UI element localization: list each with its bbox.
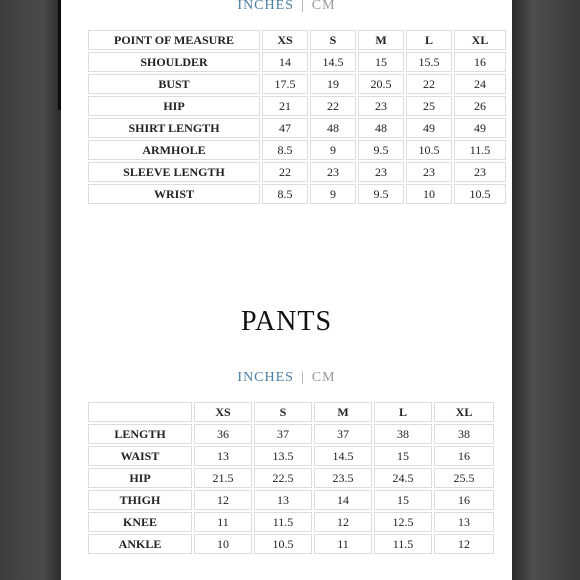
header-cell xyxy=(88,402,192,422)
table-cell: 20.5 xyxy=(358,74,404,94)
table-cell: 9.5 xyxy=(358,184,404,204)
table-cell: 49 xyxy=(406,118,452,138)
table-cell: 36 xyxy=(194,424,252,444)
row-label: THIGH xyxy=(88,490,192,510)
header-cell: XS xyxy=(262,30,308,50)
row-label: LENGTH xyxy=(88,424,192,444)
header-cell: S xyxy=(310,30,356,50)
header-cell: L xyxy=(406,30,452,50)
header-cell: XL xyxy=(454,30,506,50)
table-cell: 17.5 xyxy=(262,74,308,94)
table-cell: 16 xyxy=(454,52,506,72)
table-row xyxy=(88,534,494,554)
table-cell: 48 xyxy=(358,118,404,138)
header-cell: M xyxy=(358,30,404,50)
header-cell: POINT OF MEASURE xyxy=(88,30,260,50)
row-label: BUST xyxy=(88,74,260,94)
row-label: HIP xyxy=(88,96,260,116)
shirt-size-table xyxy=(86,28,508,206)
table-cell: 21 xyxy=(262,96,308,116)
table-cell: 11.5 xyxy=(374,534,432,554)
table-cell: 13 xyxy=(434,512,494,532)
table-row xyxy=(88,512,494,532)
row-label: WAIST xyxy=(88,446,192,466)
device-frame-right xyxy=(512,0,580,580)
shirt-unit-toggle xyxy=(61,0,512,14)
table-cell: 12 xyxy=(434,534,494,554)
table-cell: 12 xyxy=(314,512,372,532)
table-cell: 38 xyxy=(374,424,432,444)
table-cell: 24.5 xyxy=(374,468,432,488)
row-label: SLEEVE LENGTH xyxy=(88,162,260,182)
row-label: KNEE xyxy=(88,512,192,532)
unit-separator: | xyxy=(300,370,305,385)
table-cell: 14.5 xyxy=(310,52,356,72)
table-cell: 12.5 xyxy=(374,512,432,532)
table-row xyxy=(88,96,506,116)
table-cell: 15.5 xyxy=(406,52,452,72)
row-label: WRIST xyxy=(88,184,260,204)
table-cell: 14 xyxy=(314,490,372,510)
table-cell: 23.5 xyxy=(314,468,372,488)
table-cell: 13.5 xyxy=(254,446,312,466)
table-row xyxy=(88,52,506,72)
table-row xyxy=(88,468,494,488)
table-cell: 21.5 xyxy=(194,468,252,488)
table-cell: 23 xyxy=(358,96,404,116)
table-cell: 23 xyxy=(358,162,404,182)
table-cell: 26 xyxy=(454,96,506,116)
table-cell: 49 xyxy=(454,118,506,138)
table-cell: 22 xyxy=(262,162,308,182)
table-cell: 14.5 xyxy=(314,446,372,466)
table-cell: 16 xyxy=(434,446,494,466)
device-frame-left xyxy=(0,0,61,580)
table-cell: 37 xyxy=(254,424,312,444)
header-cell: XL xyxy=(434,402,494,422)
table-cell: 10 xyxy=(406,184,452,204)
table-cell: 11 xyxy=(314,534,372,554)
inches-toggle[interactable]: INCHES xyxy=(237,370,294,385)
table-cell: 23 xyxy=(310,162,356,182)
unit-separator: | xyxy=(300,0,305,13)
inches-toggle[interactable]: INCHES xyxy=(237,0,294,13)
table-cell: 22.5 xyxy=(254,468,312,488)
table-cell: 24 xyxy=(454,74,506,94)
table-row xyxy=(88,490,494,510)
row-label: ARMHOLE xyxy=(88,140,260,160)
table-cell: 9 xyxy=(310,184,356,204)
table-cell: 13 xyxy=(254,490,312,510)
table-cell: 10.5 xyxy=(254,534,312,554)
header-cell: XS xyxy=(194,402,252,422)
table-row xyxy=(88,162,506,182)
header-cell: S xyxy=(254,402,312,422)
table-cell: 15 xyxy=(374,490,432,510)
pants-section-title: PANTS xyxy=(240,306,333,337)
pants-unit-toggle xyxy=(61,370,512,386)
table-cell: 14 xyxy=(262,52,308,72)
header-cell: M xyxy=(314,402,372,422)
table-header-row xyxy=(88,402,494,422)
table-cell: 10.5 xyxy=(406,140,452,160)
table-cell: 13 xyxy=(194,446,252,466)
table-cell: 25 xyxy=(406,96,452,116)
table-cell: 38 xyxy=(434,424,494,444)
table-cell: 23 xyxy=(406,162,452,182)
table-row xyxy=(88,446,494,466)
table-cell: 11.5 xyxy=(454,140,506,160)
table-cell: 15 xyxy=(358,52,404,72)
table-cell: 15 xyxy=(374,446,432,466)
table-cell: 12 xyxy=(194,490,252,510)
table-cell: 47 xyxy=(262,118,308,138)
table-row xyxy=(88,184,506,204)
table-row xyxy=(88,74,506,94)
table-cell: 22 xyxy=(310,96,356,116)
table-cell: 9 xyxy=(310,140,356,160)
table-cell: 48 xyxy=(310,118,356,138)
row-label: ANKLE xyxy=(88,534,192,554)
cm-toggle[interactable]: CM xyxy=(311,370,336,385)
cm-toggle[interactable]: CM xyxy=(311,0,336,13)
row-label: SHOULDER xyxy=(88,52,260,72)
table-row xyxy=(88,424,494,444)
table-cell: 10 xyxy=(194,534,252,554)
table-cell: 25.5 xyxy=(434,468,494,488)
table-row xyxy=(88,118,506,138)
table-cell: 11.5 xyxy=(254,512,312,532)
table-cell: 11 xyxy=(194,512,252,532)
pants-size-table xyxy=(86,400,496,556)
row-label: SHIRT LENGTH xyxy=(88,118,260,138)
table-cell: 19 xyxy=(310,74,356,94)
row-label: HIP xyxy=(88,468,192,488)
table-row xyxy=(88,140,506,160)
table-cell: 22 xyxy=(406,74,452,94)
table-cell: 16 xyxy=(434,490,494,510)
table-header-row xyxy=(88,30,506,50)
table-cell: 8.5 xyxy=(262,184,308,204)
table-cell: 10.5 xyxy=(454,184,506,204)
table-cell: 9.5 xyxy=(358,140,404,160)
table-cell: 23 xyxy=(454,162,506,182)
table-cell: 37 xyxy=(314,424,372,444)
table-cell: 8.5 xyxy=(262,140,308,160)
header-cell: L xyxy=(374,402,432,422)
size-chart-page xyxy=(61,0,512,580)
